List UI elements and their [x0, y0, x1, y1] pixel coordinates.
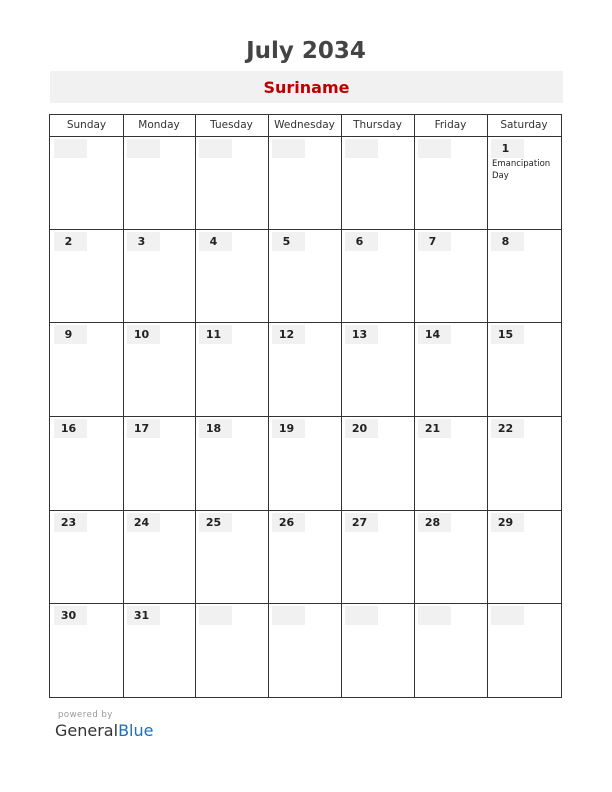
day-number: 14 — [424, 328, 441, 341]
day-number — [345, 606, 374, 625]
day-cell[interactable] — [50, 229, 123, 322]
day-number: 9 — [64, 328, 73, 341]
grid-divider — [487, 115, 488, 697]
day-number — [418, 139, 447, 158]
weekday-friday: Friday — [434, 119, 467, 131]
day-cell[interactable] — [268, 416, 341, 510]
day-cell[interactable] — [195, 229, 268, 322]
day-cell[interactable] — [414, 416, 487, 510]
powered-by-text: powered by — [58, 710, 113, 720]
day-cell[interactable] — [268, 322, 341, 416]
day-cell[interactable] — [50, 416, 123, 510]
day-cell[interactable] — [123, 603, 195, 697]
day-number: 21 — [424, 422, 441, 435]
day-number: 8 — [501, 235, 510, 248]
holiday-label: Emancipation Day — [492, 159, 551, 181]
day-cell[interactable] — [195, 136, 268, 229]
day-cell[interactable] — [487, 510, 561, 603]
day-cell[interactable] — [487, 229, 561, 322]
day-cell[interactable] — [123, 322, 195, 416]
day-cell[interactable] — [123, 229, 195, 322]
grid-divider — [50, 416, 561, 417]
weekday-header-row — [50, 115, 561, 137]
day-number — [491, 606, 520, 625]
day-cell[interactable] — [268, 510, 341, 603]
day-number: 18 — [205, 422, 222, 435]
day-cell[interactable] — [341, 136, 414, 229]
day-number: 23 — [60, 516, 77, 529]
generalblue-logo[interactable] — [55, 721, 153, 740]
day-number: 30 — [60, 609, 77, 622]
day-number: 17 — [133, 422, 150, 435]
day-cell[interactable] — [195, 416, 268, 510]
day-number: 29 — [497, 516, 514, 529]
day-number — [127, 139, 156, 158]
brand-general: General — [55, 721, 119, 740]
brand-blue: Blue — [118, 721, 154, 740]
day-cell[interactable] — [341, 229, 414, 322]
day-cell[interactable] — [123, 416, 195, 510]
day-cell[interactable] — [123, 136, 195, 229]
day-cell[interactable] — [268, 136, 341, 229]
country-banner — [50, 71, 563, 103]
day-number: 27 — [351, 516, 368, 529]
day-cell[interactable] — [487, 322, 561, 416]
day-cell[interactable] — [414, 322, 487, 416]
calendar-title: July 2034 — [246, 38, 366, 64]
day-cell[interactable] — [414, 510, 487, 603]
day-number: 19 — [278, 422, 295, 435]
day-number: 2 — [64, 235, 73, 248]
day-cell[interactable] — [414, 229, 487, 322]
day-number: 3 — [137, 235, 146, 248]
day-number: 5 — [282, 235, 291, 248]
grid-divider — [50, 229, 561, 230]
calendar-grid — [49, 114, 562, 698]
grid-divider — [268, 115, 269, 697]
day-cell[interactable] — [50, 510, 123, 603]
day-number: 31 — [133, 609, 150, 622]
day-number — [345, 139, 374, 158]
day-cell[interactable] — [341, 510, 414, 603]
grid-divider — [50, 510, 561, 511]
day-cell[interactable] — [414, 136, 487, 229]
day-cell[interactable] — [341, 603, 414, 697]
day-number: 11 — [205, 328, 222, 341]
day-cell[interactable] — [195, 603, 268, 697]
day-number: 13 — [351, 328, 368, 341]
weekday-sunday: Sunday — [66, 119, 107, 131]
day-cell[interactable] — [341, 416, 414, 510]
day-number — [418, 606, 447, 625]
day-number — [272, 606, 301, 625]
day-number: 15 — [497, 328, 514, 341]
day-number — [199, 139, 228, 158]
day-cell[interactable] — [341, 322, 414, 416]
grid-divider — [50, 603, 561, 604]
day-number: 26 — [278, 516, 295, 529]
day-number: 7 — [428, 235, 437, 248]
grid-divider — [195, 115, 196, 697]
day-cell[interactable] — [195, 510, 268, 603]
weekday-wednesday: Wednesday — [274, 119, 335, 131]
weekday-thursday: Thursday — [353, 119, 402, 131]
weekday-monday: Monday — [138, 119, 180, 131]
day-cell[interactable] — [50, 322, 123, 416]
day-number: 25 — [205, 516, 222, 529]
weekday-tuesday: Tuesday — [210, 119, 253, 131]
day-cell[interactable] — [487, 136, 561, 229]
day-number: 28 — [424, 516, 441, 529]
day-cell[interactable] — [50, 603, 123, 697]
day-number — [272, 139, 301, 158]
weekday-saturday: Saturday — [500, 119, 548, 131]
grid-divider — [414, 115, 415, 697]
grid-divider — [50, 322, 561, 323]
day-number: 6 — [355, 235, 364, 248]
day-number: 1 — [501, 142, 510, 155]
day-number: 22 — [497, 422, 514, 435]
country-name: Suriname — [263, 78, 350, 97]
day-cell[interactable] — [123, 510, 195, 603]
day-number — [199, 606, 228, 625]
day-cell[interactable] — [268, 603, 341, 697]
day-number: 4 — [209, 235, 218, 248]
day-number: 16 — [60, 422, 77, 435]
day-cell[interactable] — [487, 416, 561, 510]
day-cell[interactable] — [414, 603, 487, 697]
day-number: 24 — [133, 516, 150, 529]
day-cell[interactable] — [195, 322, 268, 416]
day-cell[interactable] — [268, 229, 341, 322]
day-number: 20 — [351, 422, 368, 435]
day-cell[interactable] — [50, 136, 123, 229]
day-number: 10 — [133, 328, 150, 341]
day-number: 12 — [278, 328, 295, 341]
grid-divider — [123, 115, 124, 697]
day-cell[interactable] — [487, 603, 561, 697]
day-number — [54, 139, 83, 158]
grid-divider — [341, 115, 342, 697]
